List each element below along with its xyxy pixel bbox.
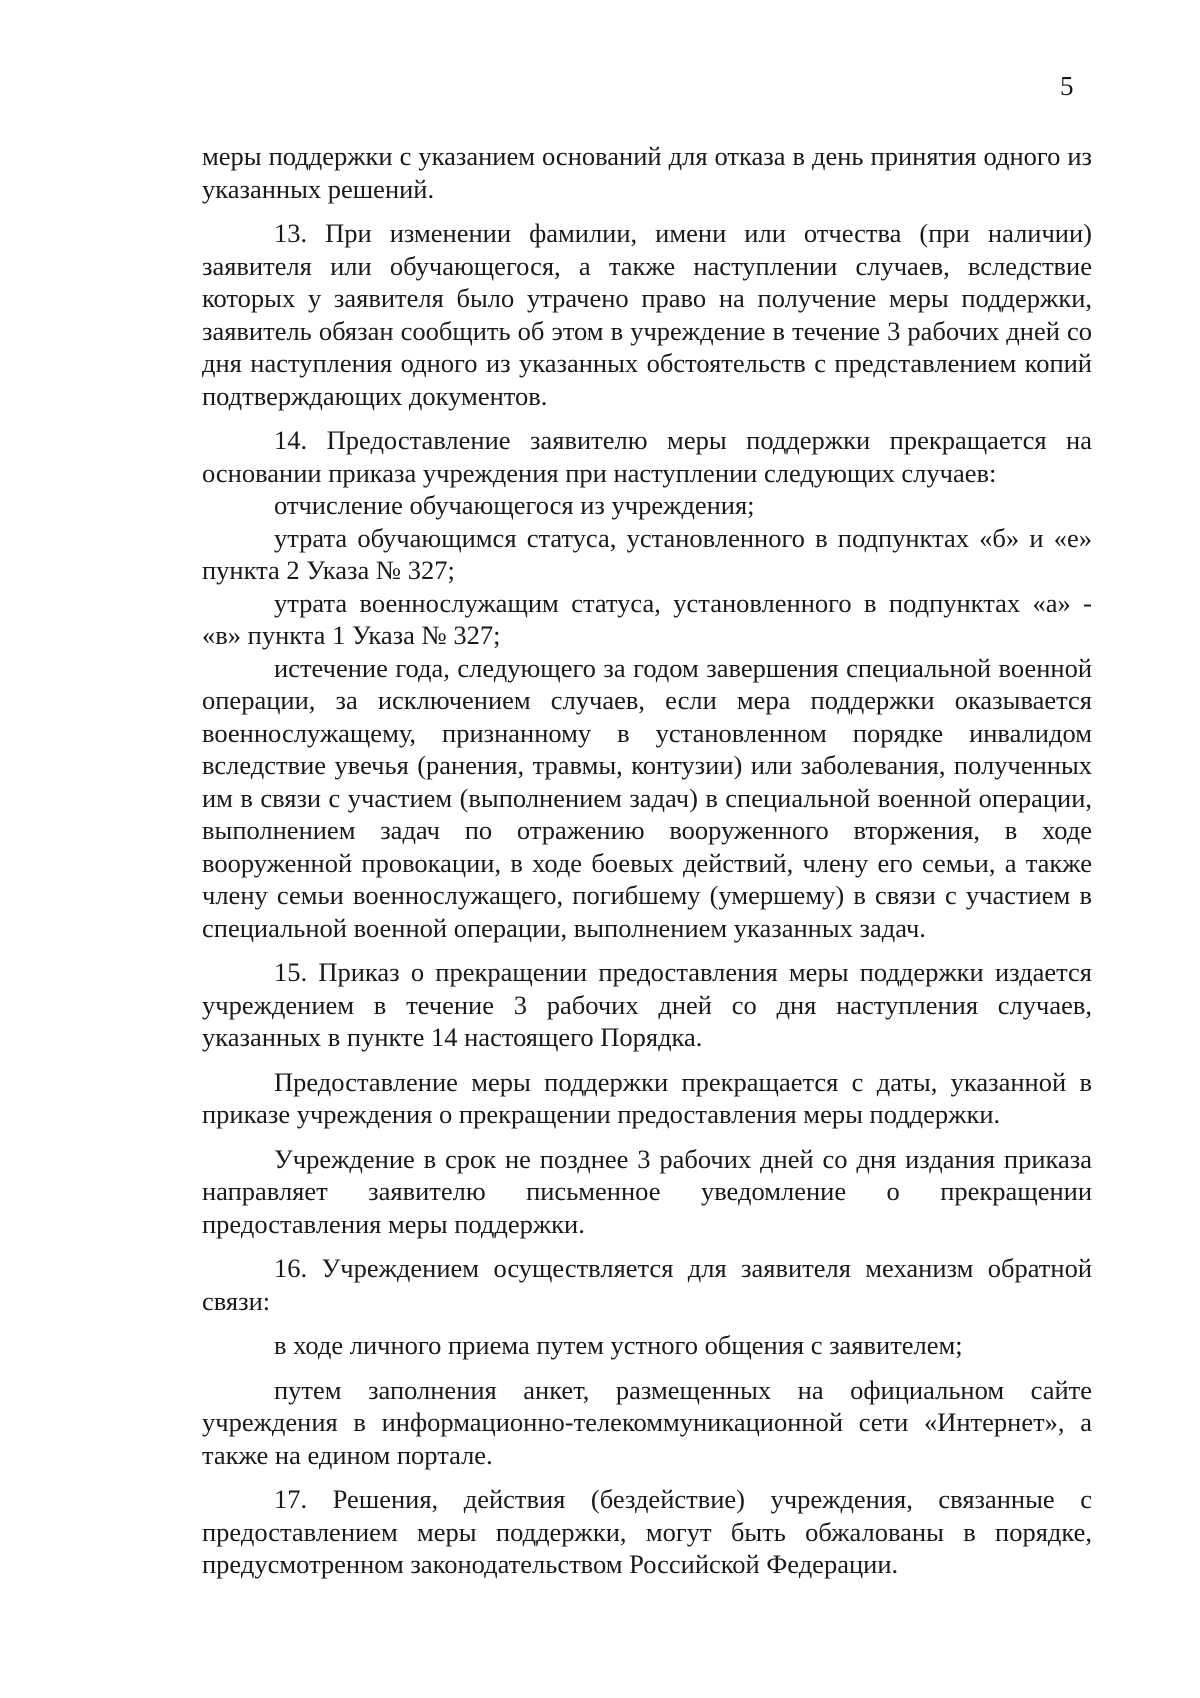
list-item-year-expiry: истечение года, следующего за годом завершения специальной военной операции, за исключением случаев, если мера поддержки оказывается военнослужащему, признанному в установленном порядке инвалидом вследствие увечья (ранения, травмы, контузии) или заболевания, полученных им в связи с участием (выполнением задач) в специальной военной операции, выполнением задач по отражению вооруженного вторжения, в ходе вооруженной провокации, в ходе боевых действий, члену его семьи, а также члену семьи военнослужащего, погибшему (умершему) в связи с участием в специальной военной операции, выполнением указанных задач. [202, 652, 1092, 943]
page-number: 5 [1060, 71, 1074, 101]
paragraph-item-13: 13. При изменении фамилии, имени или отчества (при наличии) заявителя или обучающегося, а также наступлении случаев, вследствие которых у заявителя было утрачено право на получение меры поддержки, заявитель обязан сообщить об этом в учреждение в течение 3 рабочих дней со дня наступления одного из указанных обстоятельств с представлением копий подтверждающих документов. [202, 218, 1092, 411]
paragraph-continuation: меры поддержки с указанием оснований для отказа в день принятия одного из указанных решений. [202, 141, 1092, 204]
list-item-expulsion: отчисление обучающегося из учреждения; [274, 490, 755, 520]
paragraph-item-14: 14. Предоставление заявителю меры поддержки прекращается на основании приказа учреждения при наступлении следующих случаев: [202, 425, 1092, 488]
paragraph-notification: Учреждение в срок не позднее 3 рабочих дней со дня издания приказа направляет заявителю письменное уведомление о прекращении предоставления меры поддержки. [202, 1143, 1092, 1239]
paragraph-item-16: 16. Учреждением осуществляется для заявителя механизм обратной связи: [202, 1253, 1092, 1316]
document-body [202, 140, 1092, 1581]
list-item-serviceman-status-loss: утрата военнослужащим статуса, установленного в подпунктах «а» - «в» пункта 1 Указа № 327; [202, 587, 1092, 650]
paragraph-termination-date: Предоставление меры поддержки прекращается с даты, указанной в приказе учреждения о прекращении предоставления меры поддержки. [202, 1066, 1092, 1129]
paragraph-item-15: 15. Приказ о прекращении предоставления меры поддержки издается учреждением в течение 3 рабочих дней со дня наступления случаев, указанных в пункте 14 настоящего Порядка. [202, 957, 1092, 1052]
list-item-personal-reception: в ходе личного приема путем устного общения с заявителем; [274, 1330, 963, 1360]
paragraph-item-17: 17. Решения, действия (бездействие) учреждения, связанные с предоставлением меры поддержки, могут быть обжалованы в порядке, предусмотренном законодательством Российской Федерации. [202, 1484, 1092, 1579]
list-item-student-status-loss: утрата обучающимся статуса, установленного в подпунктах «б» и «е» пункта 2 Указа № 327; [202, 522, 1092, 585]
list-item-questionnaires: путем заполнения анкет, размещенных на официальном сайте учреждения в информационно-телекоммуникационной сети «Интернет», а также на едином портале. [202, 1374, 1092, 1470]
